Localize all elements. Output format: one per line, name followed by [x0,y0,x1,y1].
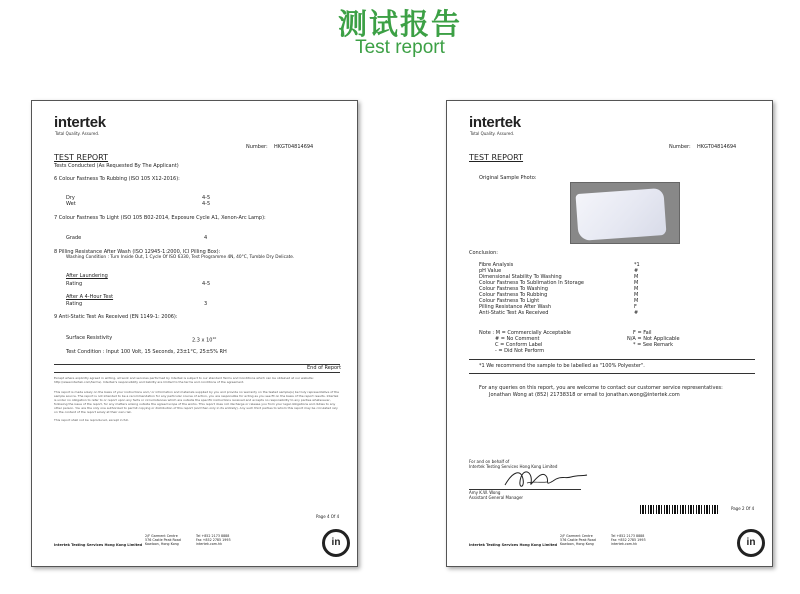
number-label: Number: [246,144,268,150]
report-title: TEST REPORT [54,153,109,162]
page-number: Page 4 Of 4 [316,514,340,519]
intertek-logo [469,114,521,131]
grade-label: Grade [66,235,82,241]
test-condition: Test Condition : Input 100 Volt, 15 Seconds, 23±1°C, 25±5% RH [66,349,227,355]
enquiry-line-1: For any queries on this report, you are welcome to contact our customer service representatives: [479,385,723,391]
resistivity-mantissa: 2.3 x 10 [192,337,213,344]
conclusion-item-value: M [634,286,639,292]
end-divider-bottom [54,372,340,373]
footer-fax: Fax +852 2785 1993 [611,538,646,542]
after-laundering-heading: After Laundering [66,273,108,279]
conclusion-item-value: M [634,280,639,286]
seal-text: in [331,537,341,548]
footer-address-line-2: 576 Castle Peak Road [145,538,181,542]
report-page-2 [446,100,773,567]
note-line-2: # = No Comment [495,336,540,342]
footer-tel: Tel +852 2173 8888 [611,534,645,538]
after-4hour-heading: After A 4-Hour Test [66,294,114,300]
intertek-seal-icon [737,529,765,557]
footer-web: intertek.com.hk [196,542,223,546]
behalf-line-1: For and on behalf of [469,459,510,464]
note-line-2-right: N/A = Not Applicable [627,336,680,342]
conclusion-item-name: Colour Fastness To Sublimation In Storage [479,280,584,286]
logo-text: intertek [54,114,106,131]
conclusion-item-name: pH Value [479,268,502,274]
footer-contact [196,534,231,546]
enquiry-line-2: Jonathan Wong at (852) 21738318 or email to jonathan.wong@intertek.com [489,392,680,398]
page-number: Page 2 Of 4 [731,506,755,511]
rating-value-4hour: 3 [204,301,208,307]
conclusion-item-name: Colour Fastness To Rubbing [479,292,548,298]
note-line-1: Note : M = Commercially Acceptable [479,330,571,336]
rating-label-4hour: Rating [66,301,83,307]
conclusion-item-name: Fibre Analysis [479,262,514,268]
disclaimer-body: This report is made solely on the basis of your instructions and / or information and materials supplied by you and provide no warranty on the tested sample(s) be truly representative of the sample source. The report is not intended to be a recommendation for any particular course of action, you are responsible for acting as you see fit on the basis of the report results. Intertek is under no obligation to refer to or report upon any facts or circumstances which are outside the specific instructions received and accepts no responsibility to any parties whatsoever, following the issue of the report, for any matters arising outside the agreed scope of the works. This report does not discharge or release you from your legal obligations and duties to any other person. You are the only one authorized to permit copying or distribution of this report (and then only in its entirety). Any such third parties to whom this report may be circulated rely on the content of the report solely at their own risk. [54,390,340,414]
section-6-heading: 6 Colour Fastness To Rubbing (ISO 105 X12-2016): [54,176,180,182]
logo-tagline: Total Quality. Assured. [55,131,100,136]
conclusion-item-value: M [634,274,639,280]
intertek-seal-icon [322,529,350,557]
disclaimer-reproduction: This report shall not be reproduced, except in full. [54,418,130,422]
end-divider [54,364,340,365]
disclaimer-terms: Except where explicitly agreed in writing, all work and services performed by Intertek is subject to our standard Terms and Conditions which can be obtained at our website: http://www.intertek.com/terms/. Intertek's responsibility and liability are limited to the terms and conditions of the agreement. [54,376,314,384]
wet-label: Wet [66,201,76,207]
rating-value-laundering: 4-5 [202,281,211,287]
footer-web: intertek.com.hk [611,542,638,546]
report-number: HKGT04814694 [697,144,737,150]
footer-address [560,534,596,546]
footer-address [145,534,181,546]
footer-address-line-2: 576 Castle Peak Road [560,538,596,542]
conclusion-item-value: # [634,268,639,274]
footer-contact [611,534,646,546]
report-subtitle: Tests Conducted (As Requested By The Applicant) [54,163,179,169]
conclusion-heading: Conclusion: [469,250,498,256]
footer-tel: Tel +852 2173 8888 [196,534,230,538]
seal-text: in [746,537,756,548]
footer-company: Intertek Testing Services Hong Kong Limited [54,543,143,547]
footer-fax: Fax +852 2785 1993 [196,538,231,542]
grade-value: 4 [204,235,208,241]
header-title-english: Test report [355,37,445,58]
report-title: TEST REPORT [469,153,524,162]
remark-divider [469,359,755,360]
dry-label: Dry [66,195,75,201]
surface-resistivity-label: Surface Resistivity [66,335,113,341]
wet-value: 4-5 [202,201,211,207]
conclusion-item-name: Dimensional Stability To Washing [479,274,562,280]
number-label: Number: [669,144,691,150]
logo-tagline: Total Quality. Assured. [470,131,515,136]
section-9-heading: 9 Anti-Static Test As Received (EN 1149-1: 2006): [54,314,178,320]
header-title-chinese: 测试报告 [337,7,462,41]
note-line-3: C = Conform Label [495,342,543,348]
conclusion-item-value: M [634,292,639,298]
conclusion-item-value: *1 [634,262,640,268]
behalf-line-2: Intertek Testing Services Hong Kong Limited [469,464,558,469]
barcode [640,505,718,514]
end-of-report: End of Report [307,365,342,371]
conclusion-item-name: Colour Fastness To Light [479,298,540,304]
section-8-heading: 8 Pilling Resistance After Wash (ISO 12945-1:2000, ICI Pilling Box): [54,249,221,255]
note-line-4: - = Did Not Perform [495,348,545,354]
footer-address-line-1: 2/F Garment Centre [145,534,178,538]
signer-title: Assistant General Manager [469,495,524,500]
remark-text: *1 We recommend the sample to be labelled as "100% Polyester". [479,363,645,369]
footer-address-line-3: Kowloon, Hong Kong [560,542,594,546]
dry-value: 4-5 [202,195,211,201]
washing-condition: Washing Condition : Turn Inside Out, 1 Cycle Of ISO 6330, Test Programme 4N, 40°C, Tumble Dry Delicate. [66,255,295,260]
photo-label: Original Sample Photo: [479,175,537,181]
conclusion-item-value: M [634,298,639,304]
signer-name: Amy K.W. Wong [469,490,501,495]
resistivity-exponent: 10 [212,336,217,340]
remark-divider-bottom [469,373,755,374]
conclusion-item-name: Pilling Resistance After Wash [479,304,551,310]
note-line-1-right: F = Fail [633,330,652,336]
fabric-sample-image [575,188,666,241]
report-page-4 [31,100,358,567]
section-7-heading: 7 Colour Fastness To Light (ISO 105 B02-2014, Exposure Cycle A1, Xenon-Arc Lamp): [54,215,266,221]
footer-address-line-1: 2/F Garment Centre [560,534,593,538]
note-line-3-right: * = See Remark [633,342,673,348]
footer-company: Intertek Testing Services Hong Kong Limited [469,543,558,547]
conclusion-item-name: Colour Fastness To Washing [479,286,548,292]
conclusion-item-value: F [634,304,637,310]
intertek-logo [54,114,106,131]
report-number: HKGT04814694 [274,144,314,150]
logo-text: intertek [469,114,521,131]
conclusion-item-name: Anti-Static Test As Received [479,310,549,316]
conclusion-item-value: # [634,310,639,316]
rating-label-laundering: Rating [66,281,83,287]
surface-resistivity-value [192,335,216,344]
footer-address-line-3: Kowloon, Hong Kong [145,542,179,546]
